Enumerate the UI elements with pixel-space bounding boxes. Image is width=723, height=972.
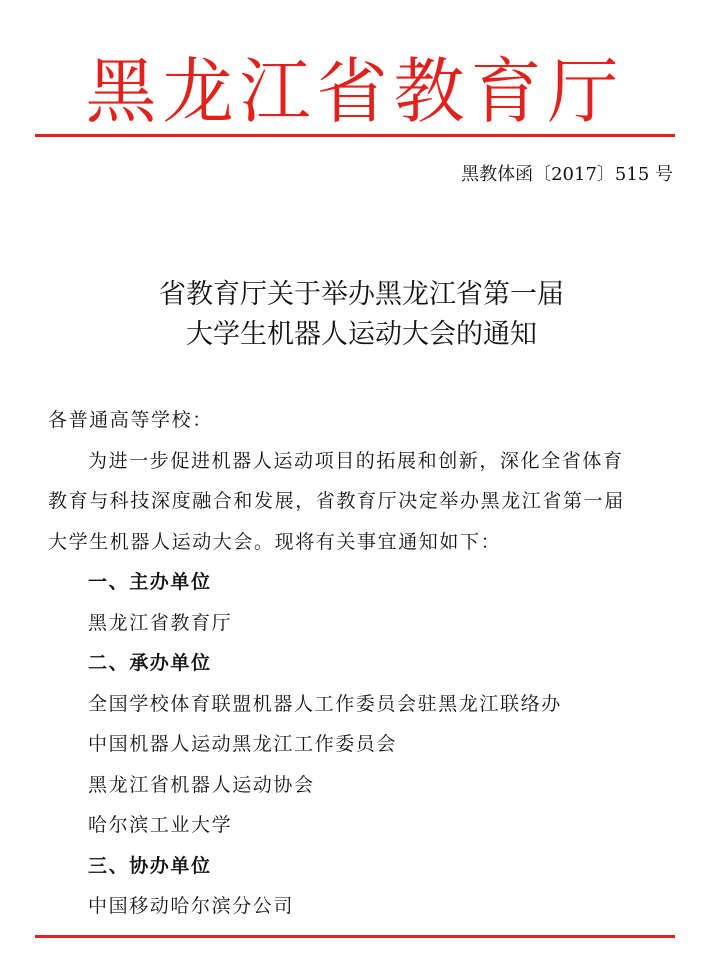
intro-paragraph-line: 为进一步促进机器人运动项目的拓展和创新，深化全省体育 [88,449,624,472]
organizer-item: 黑龙江省教育厅 [88,611,233,634]
section-heading-host: 二、承办单位 [88,652,212,674]
salutation: 各普通高等学校： [48,409,213,431]
section-heading-organizer: 一、主办单位 [88,571,212,593]
host-item: 哈尔滨工业大学 [88,814,233,836]
intro-paragraph-line: 教育与科技深度融合和发展，省教育厅决定举办黑龙江省第一届 [48,490,625,512]
host-item: 全国学校体育联盟机器人工作委员会驻黑龙江联络办 [88,692,562,715]
masthead-title: 黑龙江省教育厅 [85,50,625,133]
host-item: 黑龙江省机器人运动协会 [88,773,315,796]
notice-title-line-1: 省教育厅关于举办黑龙江省第一届 [159,279,564,310]
intro-paragraph-line: 大学生机器人运动大会。现将有关事宜通知如下： [48,530,502,553]
co-organizer-item: 中国移动哈尔滨分公司 [88,895,295,917]
host-item: 中国机器人运动黑龙江工作委员会 [88,733,398,755]
notice-title [0,275,723,355]
masthead-red-rule [35,134,675,137]
notice-title-line-2: 大学生机器人运动大会的通知 [186,319,537,350]
section-heading-co-organizer: 三、协办单位 [88,854,212,877]
footer-red-rule [35,935,675,938]
notice-body [48,400,688,927]
document-number: 黑教体函〔2017〕515 号 [461,164,673,185]
